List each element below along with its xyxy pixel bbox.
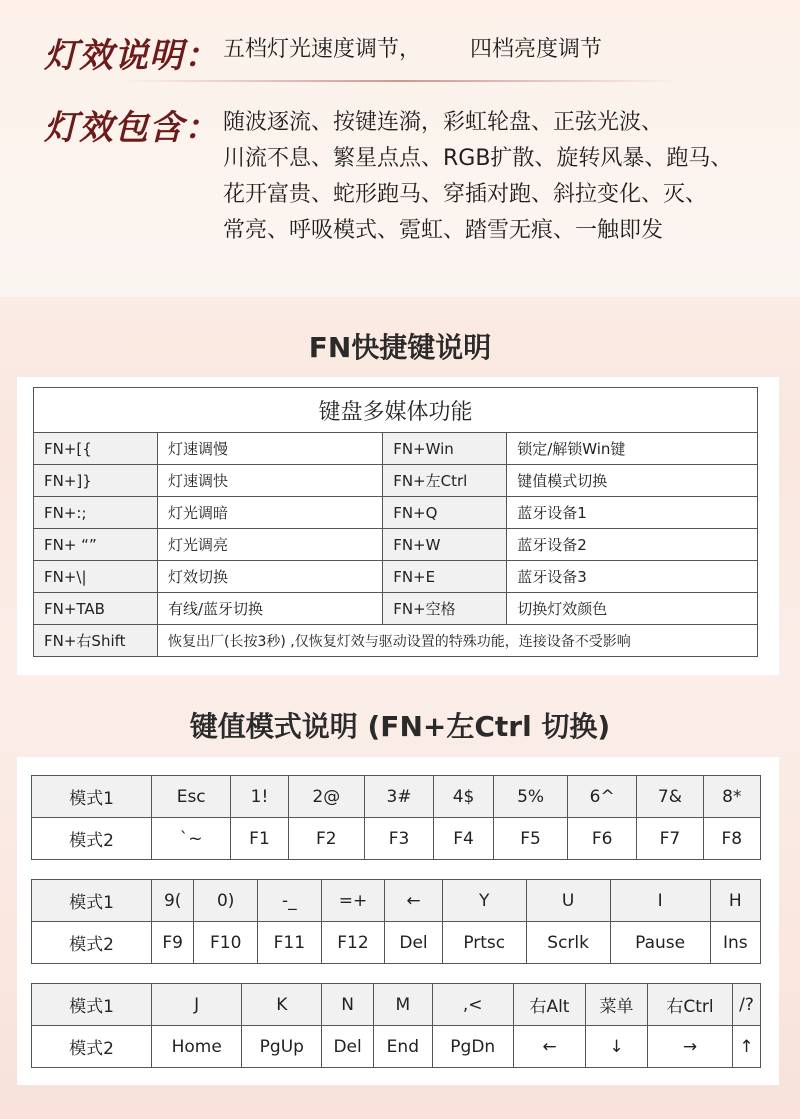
fn-desc: 键值模式切换	[507, 465, 758, 497]
includes-line: 常亮、呼吸模式、霓虹、踏雪无痕、一触即发	[223, 218, 664, 243]
key-cell: F12	[321, 922, 385, 964]
fn-section-title: FN快捷键说明	[308, 331, 492, 364]
key-mode-table-2	[31, 879, 761, 964]
fn-desc: 恢复出厂(长按3秒) ,仅恢复灯效与驱动设置的特殊功能，连接设备不受影响	[158, 625, 758, 657]
fn-desc: 蓝牙设备1	[507, 497, 758, 529]
key-cell: /?	[733, 984, 761, 1026]
fn-desc: 灯光调亮	[158, 529, 383, 561]
key-mode-table-3	[31, 983, 761, 1068]
table-row	[32, 984, 761, 1026]
fn-key: FN+TAB	[34, 593, 158, 625]
fn-desc: 灯光调暗	[158, 497, 383, 529]
key-cell: ↑	[733, 1026, 761, 1068]
key-cell: K	[242, 984, 322, 1026]
key-cell: 4$	[434, 776, 494, 818]
key-cell: F2	[288, 818, 364, 860]
key-cell: Pause	[610, 922, 710, 964]
fn-table-header: 键盘多媒体功能	[34, 388, 758, 433]
key-cell: ,<	[432, 984, 513, 1026]
table-row	[34, 625, 758, 657]
key-cell: F10	[194, 922, 258, 964]
key-cell: Y	[442, 880, 526, 922]
mode-cell: 模式2	[32, 922, 152, 964]
table-row	[32, 818, 761, 860]
key-cell: 3#	[364, 776, 433, 818]
fn-desc: 有线/蓝牙切换	[158, 593, 383, 625]
key-cell: 右Alt	[513, 984, 585, 1026]
key-cell: 1!	[231, 776, 288, 818]
table-row	[34, 593, 758, 625]
key-cell: Del	[385, 922, 442, 964]
fn-desc: 锁定/解锁Win键	[507, 433, 758, 465]
key-cell: F7	[637, 818, 703, 860]
key-cell: 5%	[494, 776, 568, 818]
key-cell: `~	[152, 818, 231, 860]
effects-label: 灯效说明：	[44, 36, 219, 76]
key-cell: Del	[322, 1026, 374, 1068]
table-row	[34, 433, 758, 465]
mode-cell: 模式1	[32, 776, 152, 818]
key-cell: F4	[434, 818, 494, 860]
fn-key: FN+左Ctrl	[383, 465, 507, 497]
key-cell: ↓	[586, 1026, 648, 1068]
key-cell: 8*	[703, 776, 760, 818]
fn-key: FN+]}	[34, 465, 158, 497]
key-cell: ←	[385, 880, 442, 922]
key-cell: F8	[703, 818, 760, 860]
fn-desc: 灯效切换	[158, 561, 383, 593]
table-row	[34, 529, 758, 561]
fn-key: FN+\|	[34, 561, 158, 593]
fn-desc: 蓝牙设备3	[507, 561, 758, 593]
effects-desc-2: 四档亮度调节	[470, 37, 603, 62]
mode-section-title: 键值模式说明 (FN+左Ctrl 切换)	[189, 710, 611, 743]
table-row	[34, 465, 758, 497]
key-cell: F5	[494, 818, 568, 860]
fn-key: FN+ “”	[34, 529, 158, 561]
fn-key: FN+Win	[383, 433, 507, 465]
key-cell: U	[526, 880, 610, 922]
table-row	[34, 497, 758, 529]
key-cell: I	[610, 880, 710, 922]
key-cell: F11	[258, 922, 322, 964]
table-row	[32, 922, 761, 964]
key-cell: 9(	[152, 880, 194, 922]
key-cell: F1	[231, 818, 288, 860]
mode-cell: 模式2	[32, 1026, 152, 1068]
table-row	[32, 880, 761, 922]
key-cell: Ins	[710, 922, 760, 964]
key-cell: 6^	[568, 776, 637, 818]
fn-key: FN+:;	[34, 497, 158, 529]
key-cell: Esc	[152, 776, 231, 818]
key-cell: Scrlk	[526, 922, 610, 964]
key-cell: F9	[152, 922, 194, 964]
key-cell: F3	[364, 818, 433, 860]
key-cell: 2@	[288, 776, 364, 818]
fn-key: FN+[{	[34, 433, 158, 465]
light-effects-section	[0, 0, 800, 297]
key-cell: 0)	[194, 880, 258, 922]
table-row	[32, 776, 761, 818]
key-cell: -_	[258, 880, 322, 922]
table-row	[34, 561, 758, 593]
fn-shortcut-table	[33, 387, 758, 657]
key-cell: M	[373, 984, 432, 1026]
table-row	[32, 1026, 761, 1068]
key-cell: H	[710, 880, 760, 922]
key-cell: N	[322, 984, 374, 1026]
key-cell: Home	[152, 1026, 242, 1068]
fn-key: FN+W	[383, 529, 507, 561]
key-cell: =+	[321, 880, 385, 922]
key-cell: 右Ctrl	[647, 984, 732, 1026]
fn-key: FN+E	[383, 561, 507, 593]
fn-desc: 灯速调快	[158, 465, 383, 497]
key-cell: J	[152, 984, 242, 1026]
key-cell: End	[373, 1026, 432, 1068]
effects-desc-1: 五档灯光速度调节，	[223, 37, 422, 62]
key-cell: F6	[568, 818, 637, 860]
key-cell: PgUp	[242, 1026, 322, 1068]
fn-key: FN+空格	[383, 593, 507, 625]
key-cell: ←	[513, 1026, 585, 1068]
includes-label: 灯效包含：	[44, 108, 219, 148]
key-mode-table-1	[31, 775, 761, 860]
divider	[120, 80, 680, 82]
includes-line: 随波逐流、按键连漪，彩虹轮盘、正弦光波、	[223, 110, 664, 135]
key-cell: 7&	[637, 776, 703, 818]
key-cell: PgDn	[432, 1026, 513, 1068]
includes-line: 川流不息、繁星点点、RGB扩散、旋转风暴、跑马、	[223, 146, 733, 171]
fn-desc: 蓝牙设备2	[507, 529, 758, 561]
key-cell: →	[647, 1026, 732, 1068]
fn-key: FN+右Shift	[34, 625, 158, 657]
fn-desc: 切换灯效颜色	[507, 593, 758, 625]
mode-cell: 模式1	[32, 984, 152, 1026]
fn-desc: 灯速调慢	[158, 433, 383, 465]
fn-key: FN+Q	[383, 497, 507, 529]
key-cell: 菜单	[586, 984, 648, 1026]
mode-cell: 模式2	[32, 818, 152, 860]
mode-cell: 模式1	[32, 880, 152, 922]
key-cell: Prtsc	[442, 922, 526, 964]
includes-line: 花开富贵、蛇形跑马、穿插对跑、斜拉变化、灭、	[223, 182, 708, 207]
